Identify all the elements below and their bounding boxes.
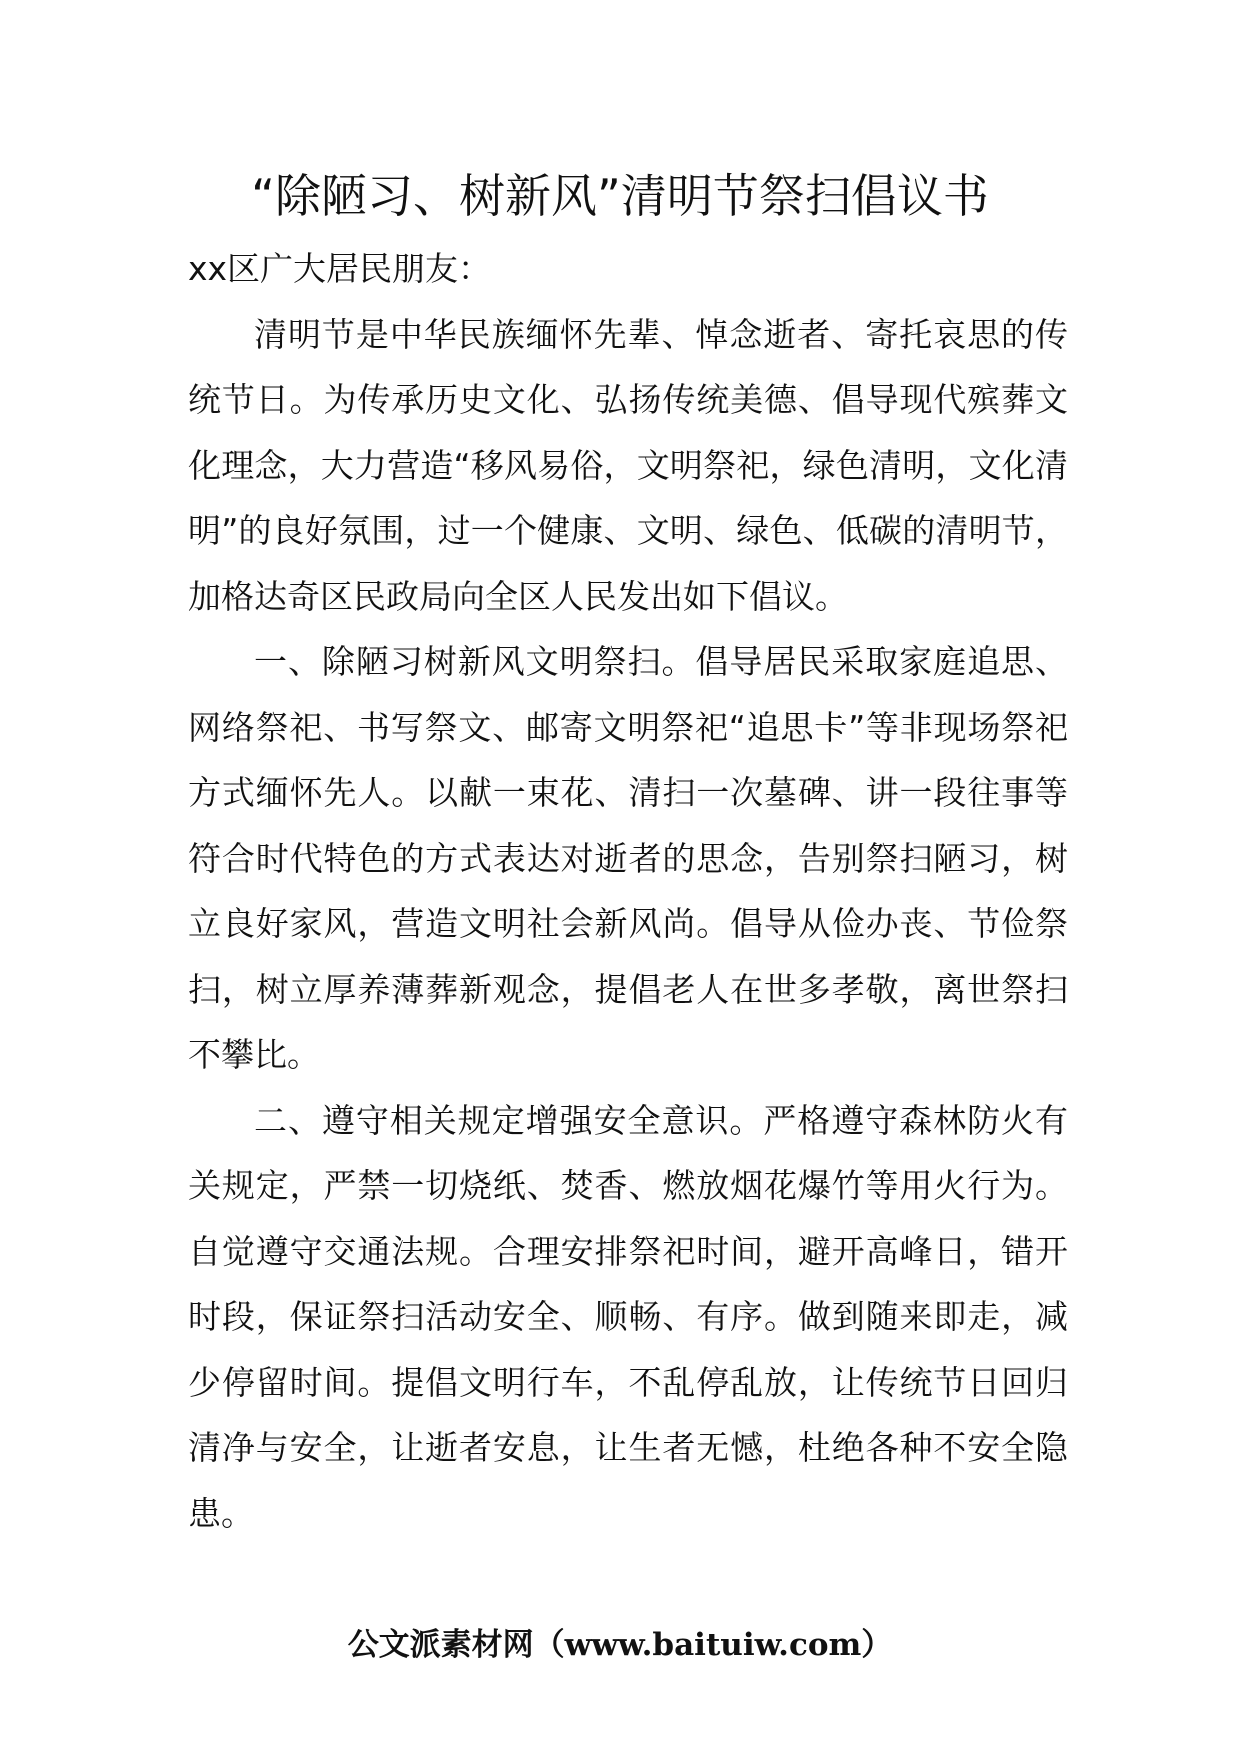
salutation: xx区广大居民朋友：: [188, 249, 492, 288]
footer-watermark: 公文派素材网（www.baituiw.com）: [347, 1627, 893, 1663]
paragraph-section-one: 一、除陋习树新风文明祭扫。倡导居民采取家庭追思、网络祭祀、书写祭文、邮寄文明祭祀“追思卡”等非现场祭祀方式缅怀先人。以献一束花、清扫一次墓碑、讲一段往事等符合时代特色的方式表达对逝者的思念，告别祭扫陋习，树立良好家风，营造文明社会新风尚。倡导从俭办丧、节俭祭扫，树立厚养薄葬新观念，提倡老人在世多孝敬，离世祭扫不攀比。: [188, 642, 1068, 1074]
paragraph-intro: 清明节是中华民族缅怀先辈、悼念逝者、寄托哀思的传统节日。为传承历史文化、弘扬传统美德、倡导现代殡葬文化理念，大力营造“移风易俗，文明祭祀，绿色清明，文化清明”的良好氛围，过一个健康、文明、绿色、低碳的清明节，加格达奇区民政局向全区人民发出如下倡议。: [188, 314, 1068, 616]
document-body: [188, 236, 1068, 1546]
document-title: “除陋习、树新风”清明节祭扫倡议书: [251, 169, 989, 223]
paragraph-section-two: 二、遵守相关规定增强安全意识。严格遵守森林防火有关规定，严禁一切烧纸、焚香、燃放烟花爆竹等用火行为。自觉遵守交通法规。合理安排祭祀时间，避开高峰日，错开时段，保证祭扫活动安全、顺畅、有序。做到随来即走，减少停留时间。提倡文明行车，不乱停乱放，让传统节日回归清净与安全，让逝者安息，让生者无憾，杜绝各种不安全隐患。: [188, 1100, 1068, 1533]
